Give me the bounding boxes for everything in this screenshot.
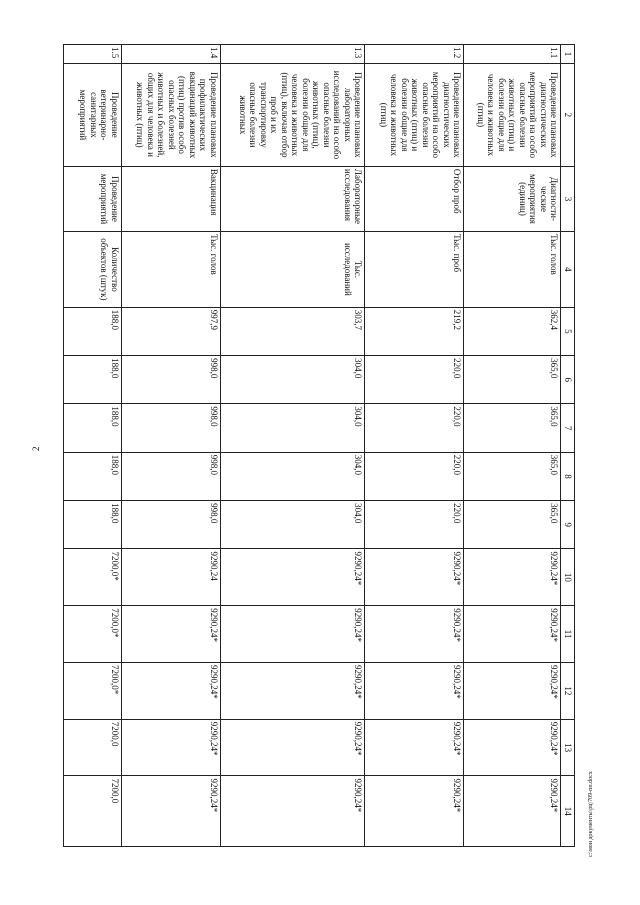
table-row (64, 45, 122, 847)
value-cell: 9290,24* (220, 662, 365, 719)
value-cell: 9290,24* (365, 549, 464, 606)
rotated-table-container (63, 44, 575, 847)
header-cell: 4 (561, 232, 575, 308)
activity-type-cell: Лабораторные исследования (220, 166, 365, 231)
header-cell: 2 (561, 63, 575, 166)
header-cell: 8 (561, 452, 575, 500)
header-cell: 9 (561, 501, 575, 549)
value-cell: 7200,0* (64, 549, 122, 606)
header-cell: 3 (561, 166, 575, 231)
row-number-cell: 1.5 (64, 45, 122, 64)
value-cell: 365,0 (464, 404, 561, 452)
unit-cell: Тыс. проб (365, 232, 464, 308)
value-cell: 9290,24* (464, 719, 561, 776)
header-cell: 11 (561, 606, 575, 663)
measure-name-cell: Проведение ветеринарно- санитарных мероприятий (64, 63, 122, 166)
value-cell: 9290,24* (121, 719, 220, 776)
value-cell: 9290,24* (121, 662, 220, 719)
value-cell: 997,9 (121, 307, 220, 355)
measure-name-cell: Проведение плановых диагностических мероприятий на особо опасные болезни животных (птиц) и болезни общие для человека и животных (птиц) (464, 63, 561, 166)
value-cell: 220,0 (365, 404, 464, 452)
table-row (220, 45, 365, 847)
measure-name-cell: Проведение плановых диагностических мероприятий на особо опасные болезни животных (птиц) и болезни общие для человека и животных (птиц) (365, 63, 464, 166)
activity-type-cell: Отбор проб (365, 166, 464, 231)
value-cell: 998,0 (121, 452, 220, 500)
value-cell: 9290,24* (365, 776, 464, 847)
value-cell: 998,0 (121, 501, 220, 549)
unit-cell: Тыс. голов (121, 232, 220, 308)
value-cell: 304,0 (220, 356, 365, 404)
value-cell: 365,0 (464, 452, 561, 500)
value-cell: 304,0 (220, 501, 365, 549)
header-row (561, 45, 575, 847)
value-cell: 9290,24* (464, 776, 561, 847)
value-cell: 365,0 (464, 356, 561, 404)
header-cell: 1 (561, 45, 575, 64)
file-path-footer: c:\мои документы\рц\709-пп.docx (588, 771, 594, 857)
header-cell: 12 (561, 662, 575, 719)
value-cell: 9290,24* (121, 776, 220, 847)
value-cell: 9290,24* (220, 776, 365, 847)
measure-name-cell: Проведение плановых лабораторных исследований на особо опасные болезни животных (птиц), болезни общие для человека и животных (птиц), включая отбор проб и их транспортировку опасные болезни животных (220, 63, 365, 166)
value-cell: 9290,24 (121, 549, 220, 606)
header-cell: 10 (561, 549, 575, 606)
unit-cell: Тыс. голов (464, 232, 561, 308)
value-cell: 188,0 (64, 356, 122, 404)
value-cell: 9290,24* (121, 606, 220, 663)
value-cell: 9290,24* (220, 549, 365, 606)
value-cell: 9290,24* (464, 662, 561, 719)
activity-type-cell: Вакцинация (121, 166, 220, 231)
measures-table (63, 44, 575, 847)
value-cell: 220,0 (365, 501, 464, 549)
header-cell: 7 (561, 404, 575, 452)
value-cell: 303,7 (220, 307, 365, 355)
unit-cell: Количество объектов (штук) (64, 232, 122, 308)
activity-type-cell: Диагности- ческие мероприятия (единиц) (464, 166, 561, 231)
value-cell: 188,0 (64, 307, 122, 355)
measure-name-cell: Проведение плановых профилактических вакцинаций животных (птиц) против особо опасных болезней животных и болезней, общих для человека и животных (птиц) (121, 63, 220, 166)
value-cell: 9290,24* (220, 606, 365, 663)
value-cell: 188,0 (64, 501, 122, 549)
row-number-cell: 1.3 (220, 45, 365, 64)
value-cell: 9290,24* (464, 606, 561, 663)
page-number: 2 (31, 446, 41, 451)
header-cell: 13 (561, 719, 575, 776)
value-cell: 7200,0* (64, 662, 122, 719)
row-number-cell: 1.2 (365, 45, 464, 64)
value-cell: 188,0 (64, 452, 122, 500)
value-cell: 998,0 (121, 404, 220, 452)
value-cell: 304,0 (220, 452, 365, 500)
value-cell: 998,0 (121, 356, 220, 404)
value-cell: 7200,0* (64, 606, 122, 663)
value-cell: 9290,24* (220, 719, 365, 776)
unit-cell: Тыс. исследований (220, 232, 365, 308)
value-cell: 7200,0 (64, 719, 122, 776)
value-cell: 9290,24* (464, 549, 561, 606)
table-row (365, 45, 464, 847)
table-row (121, 45, 220, 847)
table-row (464, 45, 561, 847)
value-cell: 7200,0 (64, 776, 122, 847)
activity-type-cell: Проведение мероприятий (64, 166, 122, 231)
row-number-cell: 1.1 (464, 45, 561, 64)
header-cell: 5 (561, 307, 575, 355)
value-cell: 219,2 (365, 307, 464, 355)
value-cell: 9290,24* (365, 606, 464, 663)
value-cell: 9290,24* (365, 719, 464, 776)
value-cell: 9290,24* (365, 662, 464, 719)
value-cell: 220,0 (365, 452, 464, 500)
value-cell: 365,0 (464, 501, 561, 549)
value-cell: 188,0 (64, 404, 122, 452)
header-cell: 14 (561, 776, 575, 847)
value-cell: 304,0 (220, 404, 365, 452)
header-cell: 6 (561, 356, 575, 404)
value-cell: 220,0 (365, 356, 464, 404)
row-number-cell: 1.4 (121, 45, 220, 64)
value-cell: 362,4 (464, 307, 561, 355)
